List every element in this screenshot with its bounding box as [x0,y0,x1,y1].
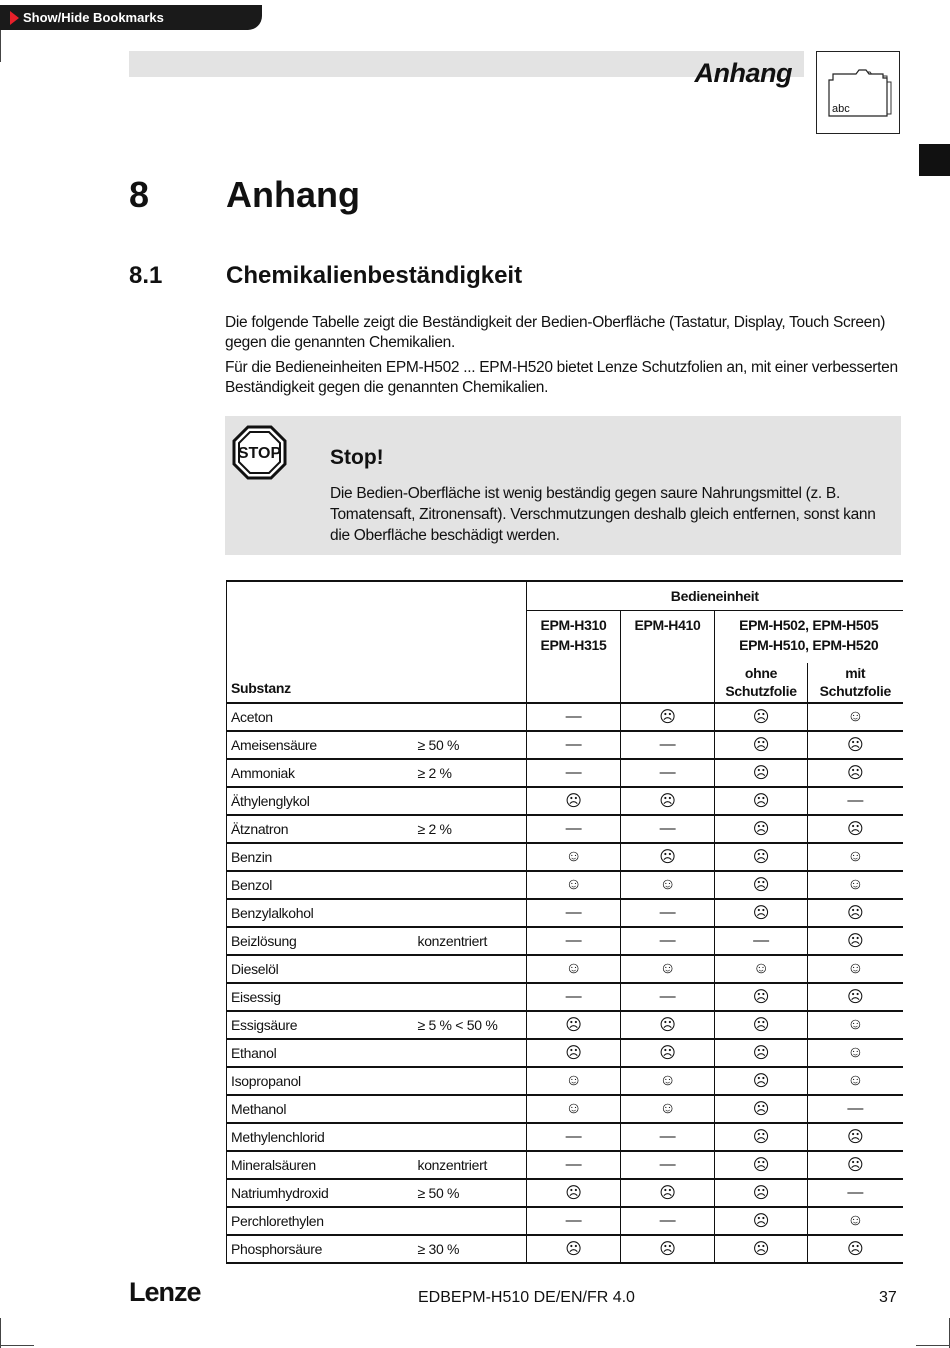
col-header-h410: EPM-H410 [621,610,715,703]
concentration-cell [414,1039,527,1067]
rating-cell: ☹ [715,1179,808,1207]
concentration-cell: ≥ 50 % [414,1179,527,1207]
rating-cell: ☹ [808,899,903,927]
rating-cell: — [621,1123,715,1151]
rating-cell: — [527,1123,621,1151]
substance-cell: Benzin [227,843,414,871]
table-row [227,1039,903,1067]
col-header-h310: EPM-H310 EPM-H315 [527,610,621,703]
table-row [227,1095,903,1123]
substance-cell: Eisessig [227,983,414,1011]
red-triangle-icon [10,11,19,25]
rating-cell: ☹ [621,843,715,871]
rating-cell: ☹ [715,1207,808,1235]
substance-cell: Ätznatron [227,815,414,843]
rating-cell: ☹ [715,1151,808,1179]
concentration-cell [414,955,527,983]
concentration-cell: ≥ 5 % < 50 % [414,1011,527,1039]
table-row [227,899,903,927]
substance-cell: Mineralsäuren [227,1151,414,1179]
rating-cell: ☺ [808,1067,903,1095]
rating-cell: ☺ [527,843,621,871]
substance-header: Substanz [227,581,527,703]
col-header-ohne: ohne Schutzfolie [715,663,808,703]
rating-cell: — [527,1151,621,1179]
rating-cell: ☹ [715,759,808,787]
rating-cell: ☹ [808,927,903,955]
rating-cell: ☹ [621,787,715,815]
section-number: 8.1 [129,262,163,289]
rating-cell: ☺ [808,1011,903,1039]
rating-cell: ☹ [621,1039,715,1067]
lenze-logo: Lenze [129,1277,201,1307]
rating-cell: ☺ [808,703,903,731]
substance-cell: Ethanol [227,1039,414,1067]
rating-cell: ☹ [527,787,621,815]
rating-cell: ☺ [621,1095,715,1123]
svg-text:STOP: STOP [237,445,282,462]
concentration-cell [414,1067,527,1095]
table-row [227,955,903,983]
rating-cell: — [527,1207,621,1235]
rating-cell: ☺ [808,1039,903,1067]
side-tab-marker [919,144,950,176]
rating-cell: ☹ [715,899,808,927]
rating-cell: — [527,815,621,843]
concentration-cell [414,787,527,815]
table-row [227,731,903,759]
rating-cell: — [527,703,621,731]
rating-cell: ☹ [715,1039,808,1067]
concentration-cell [414,1123,527,1151]
substance-cell: Essigsäure [227,1011,414,1039]
header-title: Anhang [694,58,792,88]
table-row [227,815,903,843]
rating-cell: ☹ [715,1067,808,1095]
group-header: Bedieneinheit [527,581,903,610]
crop-mark [0,1318,1,1348]
rating-cell: ☹ [715,1123,808,1151]
substance-cell: Dieselöl [227,955,414,983]
crop-mark [0,1345,34,1346]
chemical-resistance-table [226,580,903,1264]
rating-cell: ☺ [527,1067,621,1095]
col-header-mit: mit Schutzfolie [808,663,903,703]
rating-cell: ☹ [621,1235,715,1263]
table-row [227,927,903,955]
rating-cell: — [621,927,715,955]
substance-cell: Phosphorsäure [227,1235,414,1263]
rating-cell: ☹ [808,1151,903,1179]
rating-cell: — [527,983,621,1011]
substance-cell: Isopropanol [227,1067,414,1095]
table-row [227,871,903,899]
rating-cell: ☺ [527,955,621,983]
rating-cell: ☹ [808,731,903,759]
header-folder-box [816,51,900,134]
table-row [227,843,903,871]
rating-cell: — [621,731,715,759]
folder-icon [817,52,899,133]
page-number: 37 [879,1289,897,1306]
rating-cell: ☺ [527,1095,621,1123]
chapter-title: Anhang [226,174,360,215]
concentration-cell [414,1207,527,1235]
substance-cell: Ammoniak [227,759,414,787]
rating-cell: ☹ [808,815,903,843]
rating-cell: ☹ [715,871,808,899]
rating-cell: — [527,759,621,787]
rating-cell: ☹ [715,983,808,1011]
crop-mark [916,1345,950,1346]
rating-cell: ☹ [808,759,903,787]
concentration-cell: konzentriert [414,1151,527,1179]
rating-cell: — [621,899,715,927]
table-row [227,1011,903,1039]
table-row [227,1123,903,1151]
substance-cell: Benzol [227,871,414,899]
rating-cell: ☹ [621,1011,715,1039]
rating-cell: ☺ [527,871,621,899]
table-row [227,1179,903,1207]
rating-cell: — [808,787,903,815]
substance-cell: Methylenchlorid [227,1123,414,1151]
concentration-cell: ≥ 2 % [414,815,527,843]
rating-cell: ☹ [715,1011,808,1039]
substance-cell: Aceton [227,703,414,731]
rating-cell: ☹ [527,1235,621,1263]
rating-cell: ☹ [808,983,903,1011]
rating-cell: ☺ [621,1067,715,1095]
rating-cell: ☹ [715,1095,808,1123]
section-title: Chemikalienbeständigkeit [226,262,523,289]
rating-cell: — [527,899,621,927]
rating-cell: ☹ [715,787,808,815]
table-row [227,1067,903,1095]
rating-cell: ☹ [527,1039,621,1067]
concentration-cell [414,703,527,731]
stop-heading: Stop! [330,446,384,469]
rating-cell: — [621,983,715,1011]
rating-cell: ☺ [808,871,903,899]
stop-sign-icon [232,425,287,480]
rating-cell: ☹ [715,1235,808,1263]
rating-cell: — [808,1179,903,1207]
rating-cell: ☺ [621,955,715,983]
stop-text: Die Bedien-Oberfläche ist wenig beständig gegen saure Nahrungsmittel (z. B. Tomatensaft, Zitronensaft). Verschmutzungen deshalb gleich entfernen, sonst kann die Oberfläche beschädigt werden. [330,485,876,544]
substance-cell: Äthylenglykol [227,787,414,815]
concentration-cell [414,899,527,927]
concentration-cell: konzentriert [414,927,527,955]
concentration-cell [414,871,527,899]
table-row [227,983,903,1011]
table-row [227,703,903,731]
rating-cell: ☹ [715,703,808,731]
rating-cell: ☺ [808,843,903,871]
rating-cell: ☹ [621,703,715,731]
intro-paragraph-1: Die folgende Tabelle zeigt die Beständigkeit der Bedien-Oberfläche (Tastatur, Display, Touch Screen) gegen die genannten Chemikalien. [225,314,886,351]
rating-cell: ☺ [808,1207,903,1235]
rating-cell: ☹ [808,1123,903,1151]
rating-cell: — [527,927,621,955]
rating-cell: ☹ [715,843,808,871]
rating-cell: ☹ [621,1179,715,1207]
concentration-cell: ≥ 50 % [414,731,527,759]
intro-paragraph-2: Für die Bedieneinheiten EPM-H502 ... EPM-H520 bietet Lenze Schutzfolien an, mit einer verbesserten Beständigkeit gegen die genannten Chemikalien. [225,359,898,396]
rating-cell: — [527,731,621,759]
substance-cell: Ameisensäure [227,731,414,759]
table-row [227,1235,903,1263]
rating-cell: — [715,927,808,955]
concentration-cell [414,843,527,871]
table-row [227,1151,903,1179]
bookmarks-label: Show/Hide Bookmarks [23,10,164,25]
rating-cell: ☺ [808,955,903,983]
substance-cell: Perchlorethylen [227,1207,414,1235]
show-hide-bookmarks-button[interactable] [0,5,262,30]
rating-cell: ☹ [527,1011,621,1039]
rating-cell: ☹ [527,1179,621,1207]
substance-cell: Benzylalkohol [227,899,414,927]
rating-cell: ☺ [715,955,808,983]
rating-cell: — [621,815,715,843]
rating-cell: — [621,759,715,787]
substance-cell: Methanol [227,1095,414,1123]
concentration-cell [414,983,527,1011]
concentration-cell [414,1095,527,1123]
concentration-cell: ≥ 30 % [414,1235,527,1263]
table-row [227,1207,903,1235]
substance-cell: Beizlösung [227,927,414,955]
crop-mark [0,30,1,62]
chapter-number: 8 [129,174,150,215]
svg-text:abc: abc [832,103,850,115]
footer-doc-id: EDBEPM-H510 DE/EN/FR 4.0 [418,1289,635,1306]
rating-cell: — [808,1095,903,1123]
col-header-h5xx: EPM-H502, EPM-H505 EPM-H510, EPM-H520 [715,610,903,663]
substance-cell: Natriumhydroxid [227,1179,414,1207]
concentration-cell: ≥ 2 % [414,759,527,787]
table-row [227,787,903,815]
rating-cell: ☹ [715,731,808,759]
rating-cell: ☹ [715,815,808,843]
rating-cell: — [621,1151,715,1179]
rating-cell: — [621,1207,715,1235]
rating-cell: ☹ [808,1235,903,1263]
table-row [227,759,903,787]
rating-cell: ☺ [621,871,715,899]
